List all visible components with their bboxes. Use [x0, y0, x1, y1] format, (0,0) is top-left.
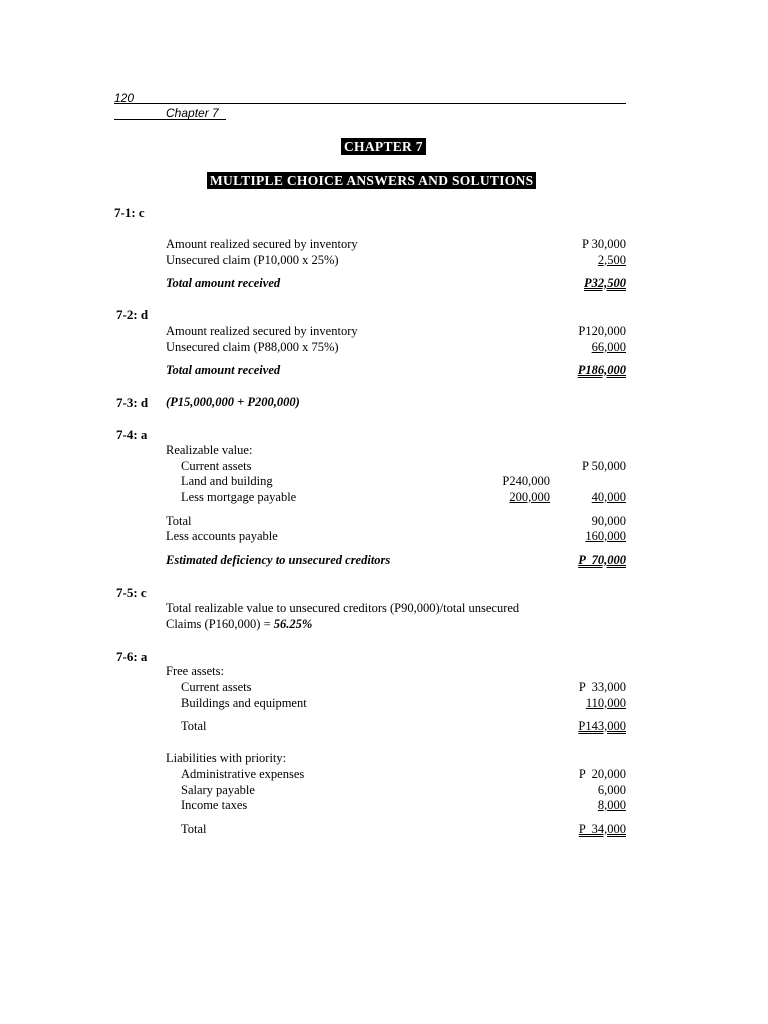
q1-line1: Amount realized secured by inventory	[166, 237, 358, 251]
q6-salary-amt: 6,000	[597, 783, 626, 797]
q2-total-label: Total amount received	[166, 363, 281, 377]
q6-free-heading: Free assets:	[166, 664, 224, 678]
chapter-title: CHAPTER 7	[341, 138, 426, 155]
q6-admin: Administrative expenses	[181, 767, 305, 781]
q4-net-amt: 40,000	[591, 490, 626, 504]
chapter-label: Chapter 7	[166, 106, 219, 120]
q2-total-amt: P186,000	[577, 363, 626, 377]
q6-total2-amt: P 34,000	[578, 822, 626, 836]
q5-line2	[166, 617, 312, 632]
page-number: 120	[114, 91, 135, 105]
q4-land: Land and building	[181, 474, 273, 488]
header-rule	[114, 103, 626, 104]
q6-total2: Total	[181, 822, 207, 836]
q1-total-amt: P32,500	[583, 276, 626, 290]
q4-mortgage-amt: 200,000	[509, 490, 550, 504]
q4-heading: Realizable value:	[166, 443, 253, 457]
answer-key-7-3: 7-3: d	[116, 395, 149, 410]
answer-key-7-1: 7-1: c	[114, 205, 145, 220]
q4-ap-amt: 160,000	[585, 529, 626, 543]
q5-line2-prefix: Claims (P160,000) =	[166, 617, 274, 631]
q6-buildings-amt: 110,000	[585, 696, 626, 710]
q2-line1: Amount realized secured by inventory	[166, 324, 358, 338]
q4-land-amt: P240,000	[502, 474, 550, 488]
q6-total1-amt: P143,000	[578, 719, 626, 733]
q4-deficiency-amt: P 70,000	[578, 553, 626, 567]
q1-line2: Unsecured claim (P10,000 x 25%)	[166, 253, 339, 267]
q4-current-assets-amt: P 50,000	[582, 459, 626, 473]
q4-mortgage: Less mortgage payable	[181, 490, 297, 504]
answer-key-7-2: 7-2: d	[116, 307, 149, 322]
q6-tax: Income taxes	[181, 798, 248, 812]
q4-deficiency-label: Estimated deficiency to unsecured creditors	[166, 553, 391, 567]
q4-total-amt: 90,000	[591, 514, 626, 528]
q6-admin-amt: P 20,000	[578, 767, 626, 781]
q2-amt1: P120,000	[578, 324, 626, 338]
q3-formula: (P15,000,000 + P200,000)	[166, 395, 300, 409]
q2-line2: Unsecured claim (P88,000 x 75%)	[166, 340, 339, 354]
q6-tax-amt: 8,000	[597, 798, 626, 812]
q1-total-label: Total amount received	[166, 276, 281, 290]
q6-salary: Salary payable	[181, 783, 255, 797]
q6-liab-heading: Liabilities with priority:	[166, 751, 287, 765]
section-title: MULTIPLE CHOICE ANSWERS AND SOLUTIONS	[207, 172, 536, 189]
chapter-rule	[114, 119, 226, 120]
q6-buildings: Buildings and equipment	[181, 696, 307, 710]
answer-key-7-6: 7-6: a	[116, 649, 148, 664]
q4-total: Total	[166, 514, 192, 528]
q5-result: 56.25%	[273, 617, 313, 631]
q1-amt2: 2,500	[597, 253, 626, 267]
q6-current-assets-amt: P 33,000	[578, 680, 626, 694]
q2-amt2: 66,000	[591, 340, 626, 354]
q5-line1: Total realizable value to unsecured creditors (P90,000)/total unsecured	[166, 601, 520, 615]
answer-key-7-4: 7-4: a	[116, 427, 148, 442]
q4-current-assets: Current assets	[181, 459, 252, 473]
q1-amt1: P 30,000	[582, 237, 626, 251]
q6-current-assets: Current assets	[181, 680, 252, 694]
q4-ap: Less accounts payable	[166, 529, 278, 543]
q6-total1: Total	[181, 719, 207, 733]
answer-key-7-5: 7-5: c	[116, 585, 147, 600]
